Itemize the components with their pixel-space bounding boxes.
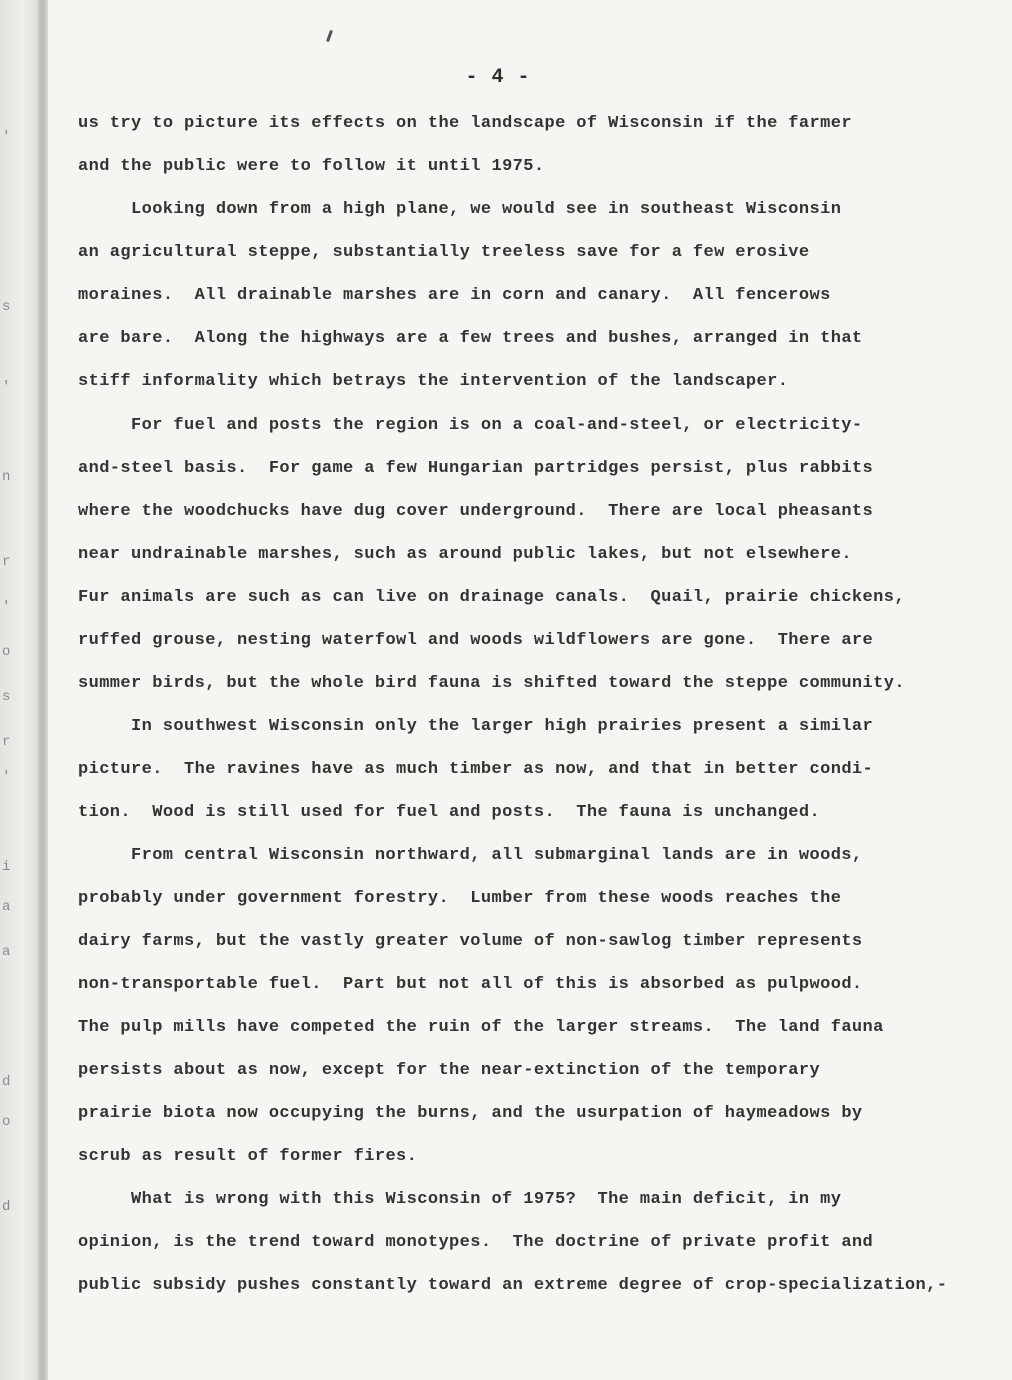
margin-bleed-char: ' bbox=[2, 129, 11, 145]
text-line: Fur animals are such as can live on drainage canals. Quail, prairie chickens, bbox=[78, 588, 905, 607]
text-line: public subsidy pushes constantly toward an extreme degree of crop-specialization,- bbox=[78, 1276, 948, 1295]
text-line: prairie biota now occupying the burns, and the usurpation of haymeadows by bbox=[78, 1104, 863, 1123]
margin-bleed-char: r bbox=[2, 734, 11, 750]
text-line: non-transportable fuel. Part but not all of this is absorbed as pulpwood. bbox=[78, 975, 863, 994]
text-line: near undrainable marshes, such as around public lakes, but not elsewhere. bbox=[78, 545, 852, 564]
margin-bleed-char: n bbox=[2, 469, 11, 485]
margin-bleed-char: r bbox=[2, 554, 11, 570]
text-line: where the woodchucks have dug cover underground. There are local pheasants bbox=[78, 502, 874, 521]
typewritten-page bbox=[48, 0, 1012, 1380]
page-number: - 4 - bbox=[465, 66, 531, 89]
margin-bleed-char: s bbox=[2, 689, 11, 705]
text-line: dairy farms, but the vastly greater volume of non-sawlog timber represents bbox=[78, 932, 863, 951]
margin-bleed-char: d bbox=[2, 1199, 11, 1215]
text-line: opinion, is the trend toward monotypes. The doctrine of private profit and bbox=[78, 1233, 874, 1252]
paragraph-start-line: What is wrong with this Wisconsin of 1975? The main deficit, in my bbox=[131, 1190, 842, 1209]
margin-bleed-char: o bbox=[2, 1114, 11, 1130]
pencil-mark bbox=[326, 30, 333, 42]
margin-bleed-char: a bbox=[2, 944, 11, 960]
paragraph-start-line: From central Wisconsin northward, all submarginal lands are in woods, bbox=[131, 846, 863, 865]
text-line: picture. The ravines have as much timber as now, and that in better condi- bbox=[78, 760, 874, 779]
paragraph-start-line: For fuel and posts the region is on a coal-and-steel, or electricity- bbox=[131, 416, 863, 435]
text-line: probably under government forestry. Lumber from these woods reaches the bbox=[78, 889, 842, 908]
text-line: stiff informality which betrays the intervention of the landscaper. bbox=[78, 372, 789, 391]
text-line: ruffed grouse, nesting waterfowl and woods wildflowers are gone. There are bbox=[78, 631, 874, 650]
margin-bleed-char: a bbox=[2, 899, 11, 915]
margin-bleed-char: d bbox=[2, 1074, 11, 1090]
margin-bleed-char: s bbox=[2, 299, 11, 315]
previous-page-edge bbox=[0, 0, 40, 1380]
margin-bleed-char: o bbox=[2, 644, 11, 660]
paragraph-start-line: In southwest Wisconsin only the larger high prairies present a similar bbox=[131, 717, 874, 736]
margin-bleed-char: ' bbox=[2, 599, 11, 615]
text-line: and-steel basis. For game a few Hungarian partridges persist, plus rabbits bbox=[78, 459, 874, 478]
text-line: are bare. Along the highways are a few trees and bushes, arranged in that bbox=[78, 329, 863, 348]
text-line: tion. Wood is still used for fuel and posts. The fauna is unchanged. bbox=[78, 803, 821, 822]
text-line: moraines. All drainable marshes are in corn and canary. All fencerows bbox=[78, 286, 831, 305]
margin-bleed-char: i bbox=[2, 859, 11, 875]
margin-bleed-char: ' bbox=[2, 379, 11, 395]
paragraph-start-line: Looking down from a high plane, we would see in southeast Wisconsin bbox=[131, 200, 842, 219]
text-line: us try to picture its effects on the landscape of Wisconsin if the farmer bbox=[78, 114, 852, 133]
text-line: summer birds, but the whole bird fauna is shifted toward the steppe community. bbox=[78, 674, 905, 693]
text-line: scrub as result of former fires. bbox=[78, 1147, 418, 1166]
book-gutter bbox=[38, 0, 48, 1380]
text-line: The pulp mills have competed the ruin of the larger streams. The land fauna bbox=[78, 1018, 884, 1037]
margin-bleed-char: ' bbox=[2, 769, 11, 785]
text-line: and the public were to follow it until 1975. bbox=[78, 157, 545, 176]
text-line: an agricultural steppe, substantially treeless save for a few erosive bbox=[78, 243, 810, 262]
text-line: persists about as now, except for the near-extinction of the temporary bbox=[78, 1061, 821, 1080]
